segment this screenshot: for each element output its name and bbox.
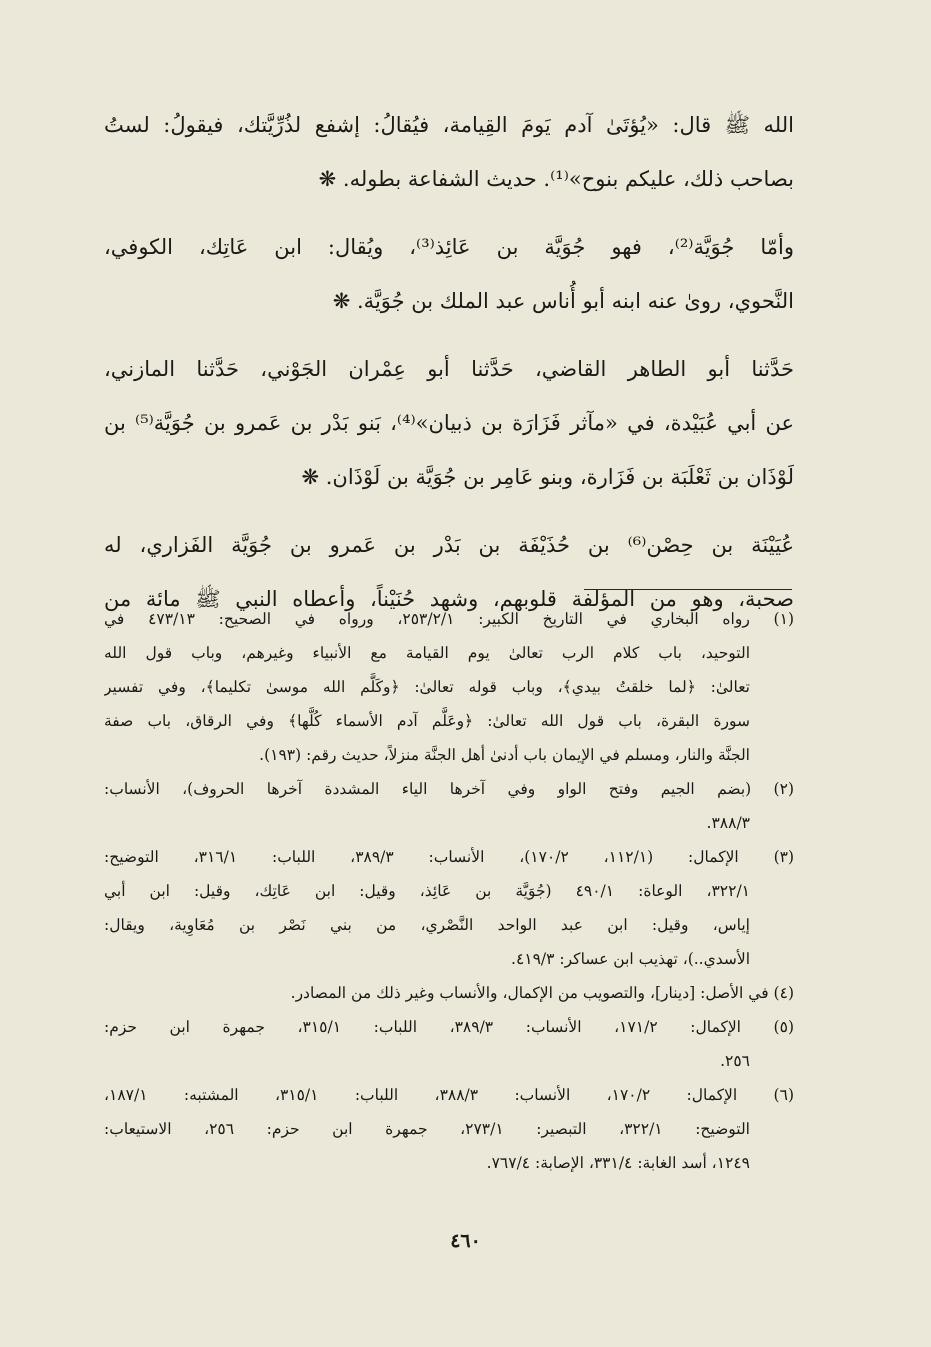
footnote-line: (١) رواه البخاري في التاريخ الكبير: ٢٥٣/٢/١، ورواه في الصحيح: ٤٧٣/١٣ في [104,610,794,628]
footnote-line: التوضيح: ٣٢٢/١، التبصير: ٢٧٣/١، جمهرة ابن حزم: ٢٥٦، الاستيعاب: [104,1120,750,1138]
page-number: ٤٦٠ [450,1230,481,1252]
footnote-line: (٤) في الأصل: [دينار]، والتصويب من الإكمال، والأنساب وغير ذلك من المصادر. [290,984,794,1002]
footnote-6 [104,1078,794,1180]
footnote-3 [104,840,794,976]
paragraph-isnad [104,342,794,504]
footnote-line: ٣٢٢/١، الوعاة: ٤٩٠/١ (جُوَيَّة بن عَائِذ، وقيل: ابن عَاتِك، وقيل: ابن أبي [104,882,750,900]
footnote-line: سورة البقرة، باب قول الله تعالىٰ: ﴿وعَلَّم آدم الأسماء كُلَّها﴾ وفي الرقاق، باب صفة [104,712,750,730]
text-line: النَّحوي، روىٰ عنه ابنه أبو أُناس عبد الملك بن جُوَيَّة. ❋ [332,289,794,313]
footnote-4 [104,976,794,1010]
footnote-1 [104,602,794,772]
footnotes [104,602,794,1180]
footnote-line: تعالىٰ: ﴿لما خلقتُ بيدي﴾، وباب قوله تعالىٰ: ﴿وكَلَّم الله موسىٰ تكليما﴾، وفي تفسير [104,678,750,696]
footnote-line: (٥) الإكمال: ١٧١/٢، الأنساب: ٣٨٩/٣، اللباب: ٣١٥/١، جمهرة ابن حزم: [104,1018,794,1036]
text-line: وأمّا جُوَيَّة⁽²⁾، فهو جُوَيَّة بن عَائِذ⁽³⁾، ويُقال: ابن عَاتِك، الكوفي، [104,235,794,259]
footnote-line: الجنَّة والنار، ومسلم في الإيمان باب أدنىٰ أهل الجنَّة منزلاً، حديث رقم: (١٩٣). [259,746,750,764]
text-line: بصاحب ذلك، عليكم بنوح»⁽¹⁾. حديث الشفاعة بطوله. ❋ [318,167,794,191]
paragraph-juwayya [104,220,794,328]
text-line: لَوْذَان بن ثَعْلَبَة بن فَزَارة، وبنو عَامِر بن جُوَيَّة بن لَوْذَان. ❋ [301,465,794,489]
footnote-line: (٦) الإكمال: ١٧٠/٢، الأنساب: ٣٨٨/٣، اللباب: ٣١٥/١، المشتبه: ١٨٧/١، [104,1086,794,1104]
text-line: عُيَيْنَة بن حِصْن⁽⁶⁾ بن حُذَيْفَة بن بَدْر بن عَمرو بن جُوَيَّة الفَزاري، له [104,533,794,557]
paragraph-hadith [104,98,794,206]
footnote-line: (٣) الإكمال: (١١٢/١، ١٧٠/٢)، الأنساب: ٣٨٩/٣، اللباب: ٣١٦/١، التوضيح: [104,848,794,866]
text-line: صحبة، وهو من المؤلفة قلوبهم، وشهد حُنَيْناً، وأعطاه النبي ﷺ مائة من [104,587,794,611]
footnote-2 [104,772,794,840]
text-line: عن أبي عُبَيْدة، في «مآثر فَزَارَة بن ذبيان»⁽⁴⁾، بَنو بَدْر بن عَمرو بن جُوَيَّة⁽⁵⁾ بن [104,411,794,435]
text-line: الله ﷺ قال: «يُؤتَىٰ آدم يَومَ القِيامة، فيُقالُ: إشفع لذُرِّيَّتك، فيقولُ: لستُ [104,113,794,137]
text-line: حَدَّثنا أبو الطاهر القاضي، حَدَّثنا أبو عِمْران الجَوْني، حَدَّثنا المازني، [104,357,794,381]
footnote-line: (٢) (بضم الجيم وفتح الواو وفي آخرها الياء المشددة آخرها الحروف)، الأنساب: [104,780,794,798]
footnote-line: الأسدي..)، تهذيب ابن عساكر: ٤١٩/٣. [511,950,750,968]
footnote-separator [584,589,792,590]
footnote-line: ١٢٤٩، أسد الغابة: ٣٣١/٤، الإصابة: ٧٦٧/٤. [486,1154,750,1172]
footnote-line: التوحيد، باب كلام الرب تعالىٰ يوم القيامة مع الأنبياء وغيرهم، وباب قول الله [104,644,750,662]
footnote-5 [104,1010,794,1078]
footnote-line: ٣٨٨/٣. [706,814,750,832]
footnote-line: ٢٥٦. [720,1052,750,1070]
footnote-line: إياس، وقيل: ابن عبد الواحد النَّصْري، من بني نَصْر بن مُعَاوِية، ويقال: [104,916,750,934]
main-text [104,98,794,640]
